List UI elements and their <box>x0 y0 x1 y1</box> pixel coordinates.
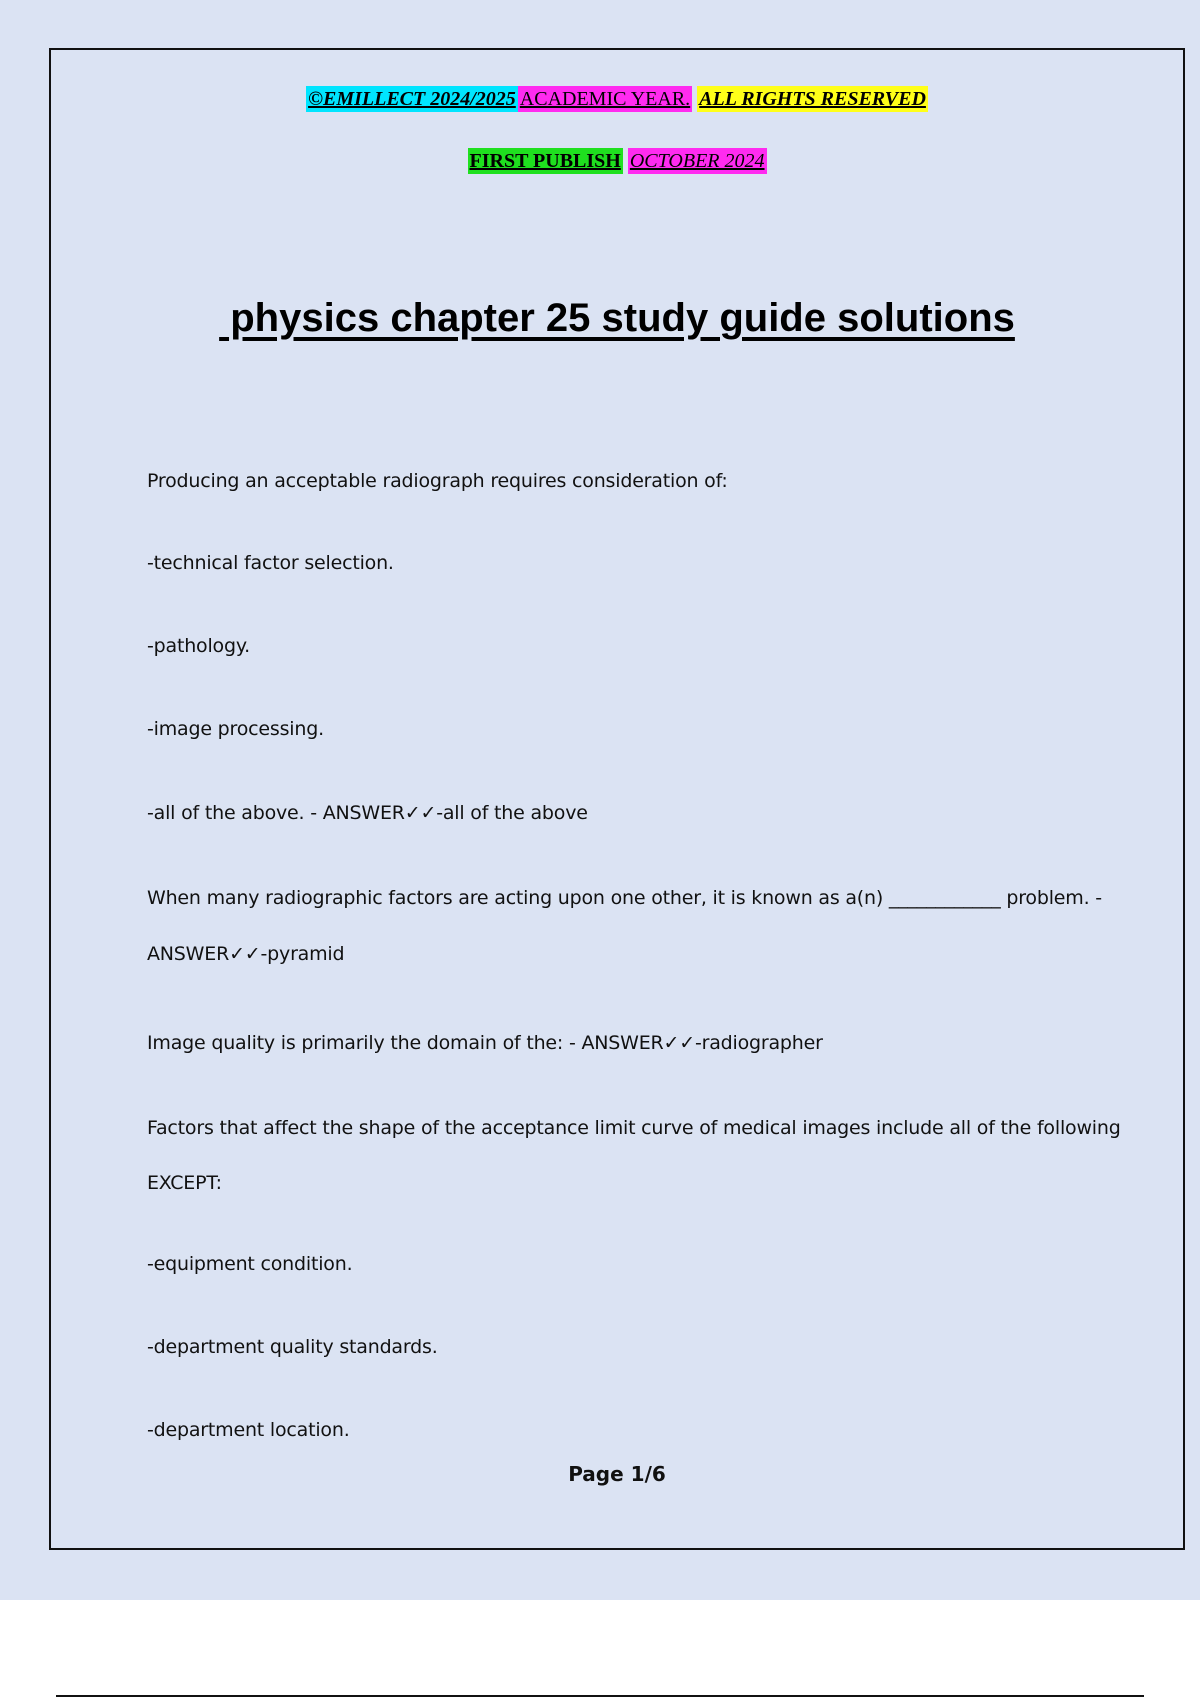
option-text: -department location. <box>147 1419 350 1441</box>
question-answer-text: Image quality is primarily the domain of the: - ANSWER✓✓-radiographer <box>147 1032 823 1054</box>
option-text: -image processing. <box>147 718 324 740</box>
copyright-header-line <box>51 86 1183 112</box>
answer-text: ANSWER✓✓-pyramid <box>147 943 345 965</box>
academic-year-label: ACADEMIC YEAR. <box>519 88 691 110</box>
document-page-frame <box>49 48 1185 1550</box>
question-text: Factors that affect the shape of the acceptance limit curve of medical images include all of the following <box>147 1117 1121 1139</box>
option-text: -department quality standards. <box>147 1336 438 1358</box>
question-text: When many radiographic factors are acting upon one other, it is known as a(n) ____________ problem. - <box>147 887 1102 909</box>
bottom-divider <box>56 1695 1144 1697</box>
publish-header-line <box>51 148 1183 174</box>
option-text: -pathology. <box>147 635 251 657</box>
question-text: Producing an acceptable radiograph requires consideration of: <box>147 470 728 492</box>
first-publish-label: FIRST PUBLISH <box>469 150 621 172</box>
copyright-label: ©EMILLECT 2024/2025 <box>308 88 516 110</box>
option-text: -technical factor selection. <box>147 552 394 574</box>
page-number: Page 1/6 <box>568 1462 666 1486</box>
document-title: physics chapter 25 study guide solutions <box>219 296 1015 340</box>
publish-date-label: OCTOBER 2024 <box>629 150 765 172</box>
answer-text: -all of the above. - ANSWER✓✓-all of the above <box>147 802 588 824</box>
rights-reserved-label: ALL RIGHTS RESERVED <box>699 88 926 110</box>
option-text: -equipment condition. <box>147 1253 353 1275</box>
question-text: EXCEPT: <box>147 1172 222 1194</box>
